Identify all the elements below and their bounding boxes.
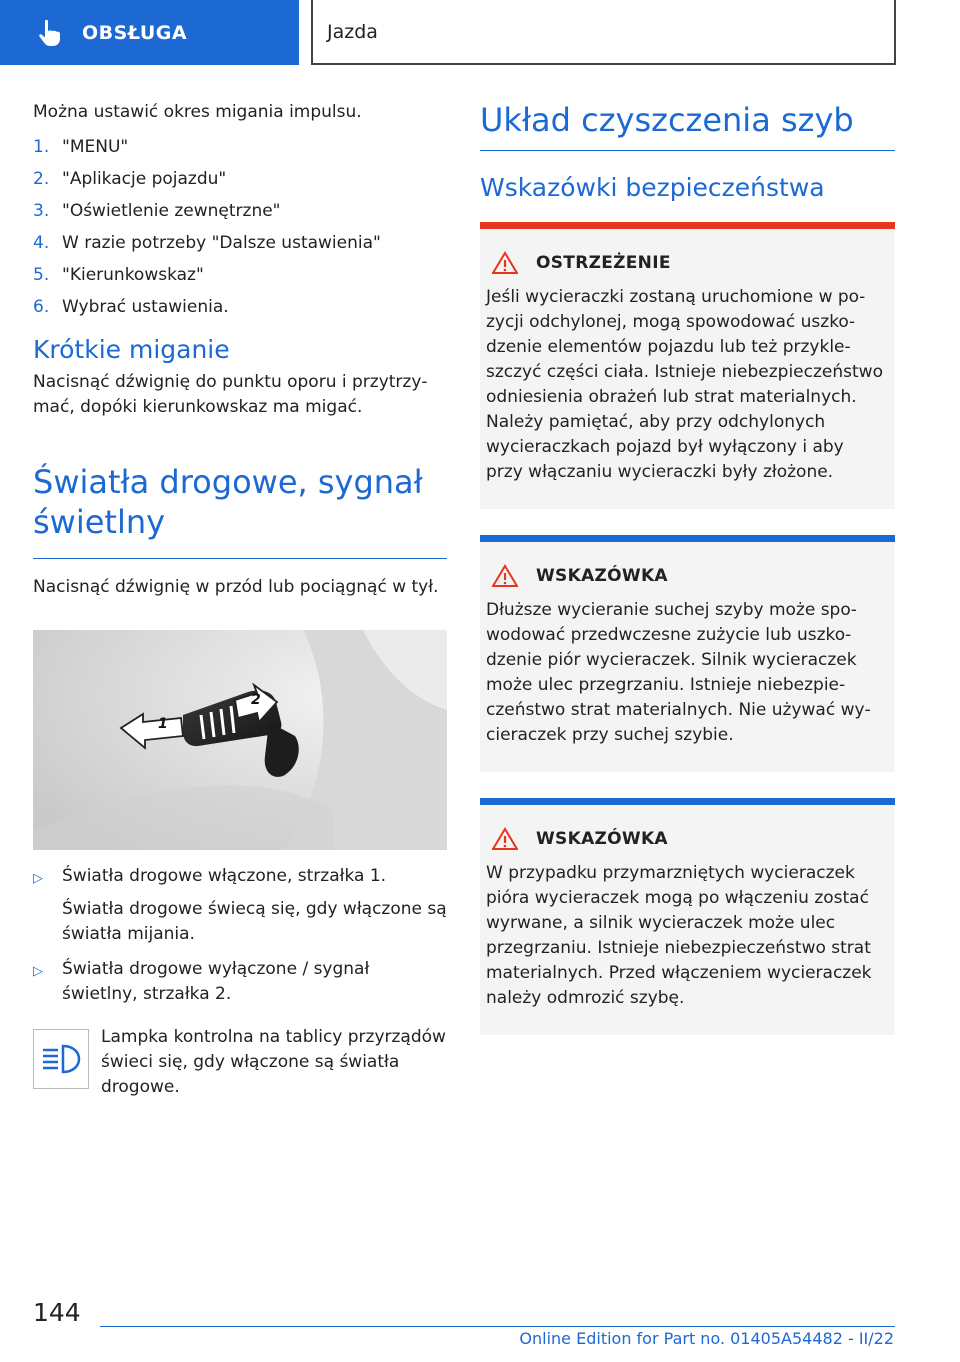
bullet-text: Światła drogowe świecą się, gdy włączone są światła mijania. bbox=[62, 899, 447, 944]
bullet-item bbox=[33, 957, 447, 1007]
step-text: "Kierunkowskaz" bbox=[62, 265, 204, 285]
note-header bbox=[486, 564, 885, 588]
warning-title: OSTRZEŻENIE bbox=[536, 253, 671, 273]
bullet-item bbox=[33, 864, 447, 947]
chapter-title bbox=[311, 0, 896, 65]
warning-box bbox=[480, 222, 895, 509]
bullet-body bbox=[62, 864, 447, 947]
indicator-text: Lampka kontrolna na tablicy przyrządów świeci się, gdy włączone są światła drogowe. bbox=[101, 1027, 446, 1097]
page-number: 144 bbox=[33, 1298, 81, 1327]
note-triangle-icon bbox=[492, 827, 518, 851]
heading-rule bbox=[480, 150, 895, 151]
short-blink-heading: Krótkie miganie bbox=[33, 335, 230, 364]
high-beam-indicator-icon bbox=[33, 1029, 89, 1089]
step-item bbox=[33, 169, 447, 189]
warning-triangle-icon bbox=[492, 251, 518, 275]
section-tab[interactable] bbox=[0, 0, 299, 65]
short-blink-text: Nacisnąć dźwignię do punktu oporu i przytrzymać, dopóki kierunkowskaz ma migać. bbox=[33, 372, 428, 417]
note-triangle-icon bbox=[492, 564, 518, 588]
step-item bbox=[33, 233, 447, 253]
step-text: Wybrać ustawienia. bbox=[62, 297, 229, 317]
step-text: "MENU" bbox=[62, 137, 129, 157]
wiper-heading: Układ czyszczenia szyb bbox=[480, 101, 854, 139]
steps-list bbox=[33, 137, 447, 317]
step-number: 6. bbox=[33, 297, 50, 317]
note-title: WSKAZÓWKA bbox=[536, 829, 668, 849]
bullet-body bbox=[62, 957, 447, 1007]
high-beam-text: Nacisnąć dźwignię w przód lub pociągnąć w tył. bbox=[33, 577, 439, 597]
right-column bbox=[480, 100, 895, 1061]
arrow-1-label: 1 bbox=[158, 716, 168, 732]
indicator-lamp-note bbox=[33, 1025, 447, 1100]
step-number: 3. bbox=[33, 201, 50, 221]
stalk-photo bbox=[33, 630, 447, 850]
chapter-title-text: Jazda bbox=[327, 20, 378, 43]
warning-header bbox=[486, 251, 885, 275]
note-text: W przypadku przymarzniętych wycieraczek pióra wycieraczek mogą po włączeniu zostać wyrwane, a silnik wycieraczek może ulec przegrzaniu. Istnieje niebezpieczeństwo strat materialnych. Przed włączeniem wycieraczek należy odmrozić szybę. bbox=[486, 863, 872, 1008]
high-beam-bullets bbox=[33, 864, 447, 1007]
hand-pointer-icon bbox=[34, 18, 64, 48]
triangle-bullet-icon: ▷ bbox=[33, 871, 43, 886]
safety-subheading: Wskazówki bezpieczeństwa bbox=[480, 173, 825, 202]
step-item bbox=[33, 201, 447, 221]
triangle-bullet-icon: ▷ bbox=[33, 964, 43, 979]
arrow-2-label: 2 bbox=[251, 692, 261, 708]
stalk-illustration bbox=[33, 630, 447, 850]
intro-text: Można ustawić okres migania impulsu. bbox=[33, 102, 362, 122]
note-box bbox=[480, 535, 895, 772]
step-item bbox=[33, 297, 447, 317]
note-title: WSKAZÓWKA bbox=[536, 566, 668, 586]
section-tab-label: OBSŁUGA bbox=[82, 21, 188, 44]
warning-text: Jeśli wycieraczki zostaną uruchomione w pozycji odchylonej, mogą spowodować uszkodzenie elementów pojazdu lub też przykleszczyć części ciała. Istnieje niebezpieczeństwo odniesienia obrażeń lub strat materialnych. Należy pamiętać, aby przy odchylonych wycieraczkach pojazd był wyłączony i aby przy włączaniu wycieraczki były złożone. bbox=[486, 287, 883, 482]
edition-link[interactable]: Online Edition for Part no. 01405A54482 - II/22 bbox=[519, 1329, 894, 1348]
footer-rule bbox=[100, 1326, 895, 1327]
note-text: Dłuższe wycieranie suchej szyby może spowodować przedwczesne zużycie lub uszkodzenie piór wycieraczek. Silnik wycieraczek może ulec przegrzaniu. Istnieje niebezpieczeństwo strat materialnych. Nie używać wycieraczek przy suchej szybie. bbox=[486, 600, 871, 745]
note-header bbox=[486, 827, 885, 851]
step-text: "Aplikacje pojazdu" bbox=[62, 169, 227, 189]
left-column bbox=[33, 100, 447, 1100]
step-number: 1. bbox=[33, 137, 50, 157]
heading-rule bbox=[33, 558, 447, 559]
step-number: 4. bbox=[33, 233, 50, 253]
bullet-text: Światła drogowe wyłączone / sygnał świetlny, strzałka 2. bbox=[62, 959, 370, 1004]
step-text: "Oświetlenie zewnętrzne" bbox=[62, 201, 281, 221]
step-item bbox=[33, 137, 447, 157]
high-beam-heading: Światła drogowe, sygnał świetlny bbox=[33, 463, 423, 541]
step-text: W razie potrzeby "Dalsze ustawienia" bbox=[62, 233, 381, 253]
step-item bbox=[33, 265, 447, 285]
note-box bbox=[480, 798, 895, 1035]
step-number: 2. bbox=[33, 169, 50, 189]
step-number: 5. bbox=[33, 265, 50, 285]
bullet-text: Światła drogowe włączone, strzałka 1. bbox=[62, 866, 387, 886]
